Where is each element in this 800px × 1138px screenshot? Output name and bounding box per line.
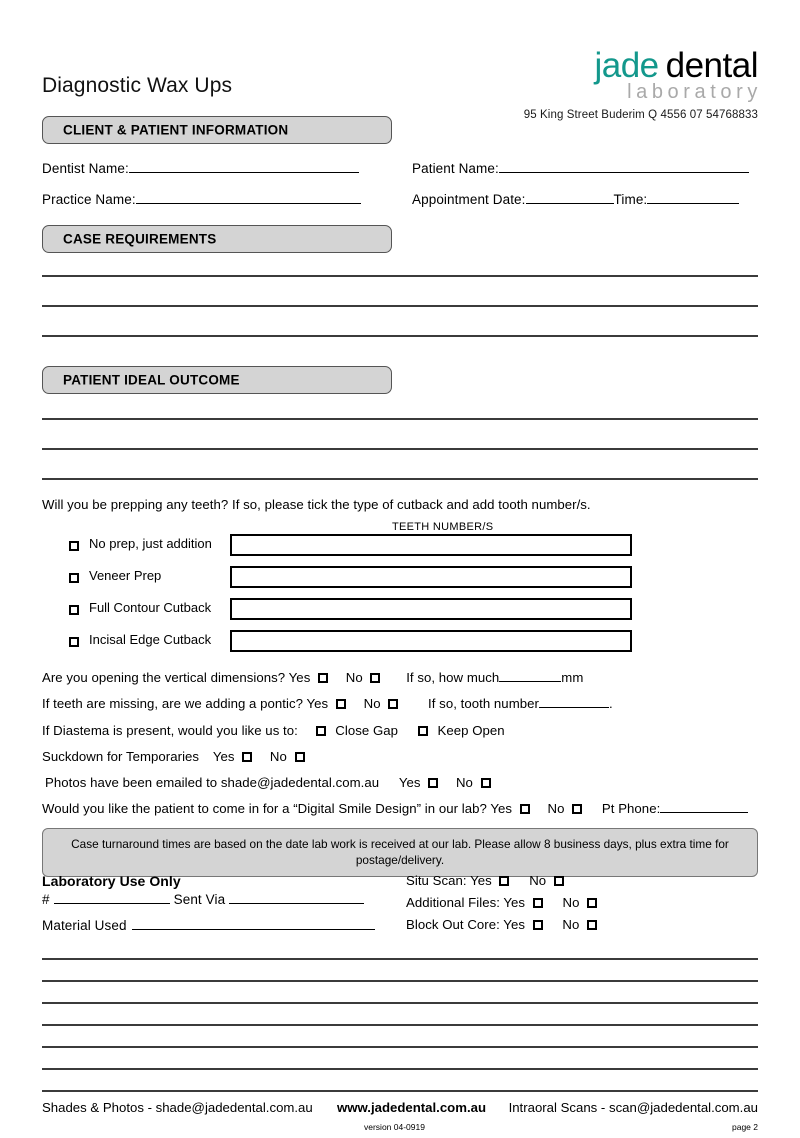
- lab-use-situ-scan-label: Situ Scan: Yes: [406, 873, 492, 888]
- lab-use-additional-files: [406, 895, 597, 910]
- question-vertical-dimensions-label: Are you opening the vertical dimensions?: [42, 670, 286, 685]
- notes-line-3[interactable]: [42, 1002, 758, 1004]
- field-appointment-date-time[interactable]: [412, 192, 739, 207]
- checkbox-additional-files-yes[interactable]: [533, 898, 543, 908]
- footer-website[interactable]: www.jadedental.com.au: [337, 1100, 487, 1115]
- question-suckdown-no-label: No: [269, 749, 287, 764]
- checkbox-dsd-no[interactable]: [572, 804, 582, 814]
- lab-use-number-input[interactable]: [54, 903, 170, 904]
- field-dentist-name-label: Dentist Name:: [42, 161, 129, 176]
- question-dsd-no-label: No: [547, 801, 565, 816]
- question-photos-yes-label: Yes: [398, 775, 421, 790]
- field-time-label: Time:: [613, 192, 648, 207]
- teeth-numbers-column-header: TEETH NUMBER/S: [392, 521, 494, 533]
- field-practice-name-label: Practice Name:: [42, 192, 136, 207]
- logo-laboratory-text: laboratory: [627, 81, 762, 103]
- section-header-patient-ideal-outcome: [42, 366, 392, 394]
- label-diastema-close-gap: Close Gap: [335, 723, 399, 738]
- lab-use-additional-files-no-label: No: [562, 895, 580, 910]
- question-diastema: [42, 723, 505, 738]
- question-vertical-dimensions-yes-label: Yes: [288, 670, 311, 685]
- notes-line-7[interactable]: [42, 1090, 758, 1092]
- footer-shades-photos: Shades & Photos - shade@jadedental.com.au: [42, 1100, 313, 1115]
- input-pontic-tooth-number[interactable]: [539, 707, 609, 708]
- logo-dental-text: dental: [665, 46, 758, 85]
- turnaround-notice: Case turnaround times are based on the date lab work is received at our lab. Please allow 8 business days, plus extra time for postage/delivery.: [42, 828, 758, 877]
- checkbox-dsd-yes[interactable]: [520, 804, 530, 814]
- page-title: Diagnostic Wax Ups: [42, 74, 233, 97]
- notes-line-5[interactable]: [42, 1046, 758, 1048]
- company-address: 95 King Street Buderim Q 4556 07 54768833: [523, 109, 758, 121]
- label-pt-phone: Pt Phone:: [601, 801, 661, 816]
- question-suckdown-label: Suckdown for Temporaries: [42, 749, 200, 764]
- question-suckdown: [42, 749, 305, 764]
- patient-ideal-outcome-line-1[interactable]: [42, 418, 758, 420]
- checkbox-diastema-keep-open[interactable]: [418, 726, 428, 736]
- label-incisal-edge-cutback: Incisal Edge Cutback: [89, 632, 212, 647]
- field-practice-name[interactable]: [42, 192, 361, 207]
- field-dentist-name[interactable]: [42, 161, 359, 176]
- field-appointment-date-input[interactable]: [526, 203, 614, 204]
- question-photos-emailed: [45, 775, 491, 790]
- question-vertical-dimensions-followup-label: If so, how much: [406, 670, 500, 685]
- case-requirements-line-2[interactable]: [42, 305, 758, 307]
- section-header-case-requirements: [42, 225, 392, 253]
- teeth-input-full-contour-cutback[interactable]: [230, 598, 632, 620]
- lab-use-material-row[interactable]: [42, 918, 375, 933]
- brand-logo: [523, 46, 762, 122]
- teeth-input-no-prep-just-addition[interactable]: [230, 534, 632, 556]
- section-header-patient-ideal-outcome-label: PATIENT IDEAL OUTCOME: [63, 372, 240, 388]
- question-pontic-followup-period: .: [608, 696, 613, 711]
- lab-use-number-label: #: [42, 892, 50, 907]
- notes-line-2[interactable]: [42, 980, 758, 982]
- checkbox-block-out-core-no[interactable]: [587, 920, 597, 930]
- lab-use-block-out-core: [406, 917, 597, 932]
- page-header: [42, 38, 762, 128]
- page-content: [42, 0, 762, 1138]
- question-diastema-label: If Diastema is present, would you like us to:: [42, 723, 298, 738]
- lab-use-block-out-core-label: Block Out Core: Yes: [406, 917, 525, 932]
- logo-wordmark: [524, 48, 758, 84]
- patient-ideal-outcome-line-3[interactable]: [42, 478, 758, 480]
- footer-intraoral-scans: Intraoral Scans - scan@jadedental.com.au: [508, 1100, 758, 1115]
- prep-question: Will you be prepping any teeth? If so, please tick the type of cutback and add tooth number/s.: [42, 497, 591, 512]
- checkbox-situ-scan-yes[interactable]: [499, 876, 509, 886]
- field-patient-name-input[interactable]: [499, 172, 749, 173]
- lab-use-situ-scan-no-label: No: [529, 873, 547, 888]
- question-digital-smile-design: [42, 801, 748, 816]
- checkbox-vertical-dimensions-yes[interactable]: [318, 673, 328, 683]
- question-suckdown-yes-label: Yes: [212, 749, 235, 764]
- checkbox-pontic-no[interactable]: [388, 699, 398, 709]
- label-full-contour-cutback: Full Contour Cutback: [89, 600, 212, 615]
- lab-use-block-out-core-no-label: No: [562, 917, 580, 932]
- input-pt-phone[interactable]: [660, 812, 748, 813]
- checkbox-incisal-edge-cutback[interactable]: [69, 637, 79, 647]
- patient-ideal-outcome-line-2[interactable]: [42, 448, 758, 450]
- checkbox-veneer-prep[interactable]: [69, 573, 79, 583]
- question-pontic-label: If teeth are missing, are we adding a pontic?: [42, 696, 304, 711]
- notes-line-1[interactable]: [42, 958, 758, 960]
- field-time-input[interactable]: [647, 203, 739, 204]
- label-veneer-prep: Veneer Prep: [89, 568, 162, 583]
- lab-use-sent-via-label: Sent Via: [173, 892, 226, 907]
- field-practice-name-input[interactable]: [136, 203, 361, 204]
- question-pontic-yes-label: Yes: [306, 696, 329, 711]
- question-vertical-dimensions-no-label: No: [345, 670, 363, 685]
- field-dentist-name-input[interactable]: [129, 172, 359, 173]
- question-pontic: [42, 696, 613, 711]
- checkbox-vertical-dimensions-no[interactable]: [370, 673, 380, 683]
- label-no-prep-just-addition: No prep, just addition: [89, 536, 212, 551]
- question-dsd-yes-label: Yes: [490, 801, 513, 816]
- question-vertical-dimensions-unit: mm: [561, 670, 584, 685]
- section-header-client-patient: [42, 116, 392, 144]
- logo-jade-text: jade: [594, 46, 659, 85]
- checkbox-suckdown-yes[interactable]: [242, 752, 252, 762]
- field-appointment-date-label: Appointment Date:: [412, 192, 526, 207]
- question-digital-smile-design-label: Would you like the patient to come in for a “Digital Smile Design” in our lab?: [42, 801, 487, 816]
- footer-page-number: page 2: [732, 1122, 758, 1132]
- footer-version: version 04-0919: [364, 1122, 425, 1132]
- section-header-client-patient-label: CLIENT & PATIENT INFORMATION: [63, 122, 289, 138]
- section-header-case-requirements-label: CASE REQUIREMENTS: [63, 231, 217, 247]
- lab-use-material-label: Material Used: [42, 918, 127, 933]
- lab-use-additional-files-label: Additional Files: Yes: [406, 895, 526, 910]
- checkbox-no-prep-just-addition[interactable]: [69, 541, 79, 551]
- question-pontic-followup-label: If so, tooth number: [428, 696, 539, 711]
- case-requirements-line-3[interactable]: [42, 335, 758, 337]
- lab-use-sent-via-input[interactable]: [229, 903, 364, 904]
- notes-line-4[interactable]: [42, 1024, 758, 1026]
- input-vertical-dimensions-amount[interactable]: [499, 681, 561, 682]
- lab-use-situ-scan: [406, 873, 564, 888]
- checkbox-situ-scan-no[interactable]: [554, 876, 564, 886]
- question-photos-no-label: No: [455, 775, 473, 790]
- lab-use-number-row[interactable]: [42, 892, 364, 907]
- teeth-input-incisal-edge-cutback[interactable]: [230, 630, 632, 652]
- checkbox-block-out-core-yes[interactable]: [533, 920, 543, 930]
- question-pontic-no-label: No: [363, 696, 381, 711]
- field-patient-name[interactable]: [412, 161, 749, 176]
- notes-line-6[interactable]: [42, 1068, 758, 1070]
- checkbox-diastema-close-gap[interactable]: [316, 726, 326, 736]
- checkbox-photos-no[interactable]: [481, 778, 491, 788]
- question-vertical-dimensions: [42, 670, 583, 685]
- lab-use-material-input[interactable]: [132, 929, 375, 930]
- checkbox-pontic-yes[interactable]: [336, 699, 346, 709]
- checkbox-suckdown-no[interactable]: [295, 752, 305, 762]
- checkbox-additional-files-no[interactable]: [587, 898, 597, 908]
- checkbox-photos-yes[interactable]: [428, 778, 438, 788]
- label-diastema-keep-open: Keep Open: [437, 723, 505, 738]
- field-patient-name-label: Patient Name:: [412, 161, 499, 176]
- checkbox-full-contour-cutback[interactable]: [69, 605, 79, 615]
- lab-use-heading: Laboratory Use Only: [42, 873, 181, 889]
- teeth-input-veneer-prep[interactable]: [230, 566, 632, 588]
- question-photos-emailed-label: Photos have been emailed to shade@jadedental.com.au: [45, 775, 380, 790]
- case-requirements-line-1[interactable]: [42, 275, 758, 277]
